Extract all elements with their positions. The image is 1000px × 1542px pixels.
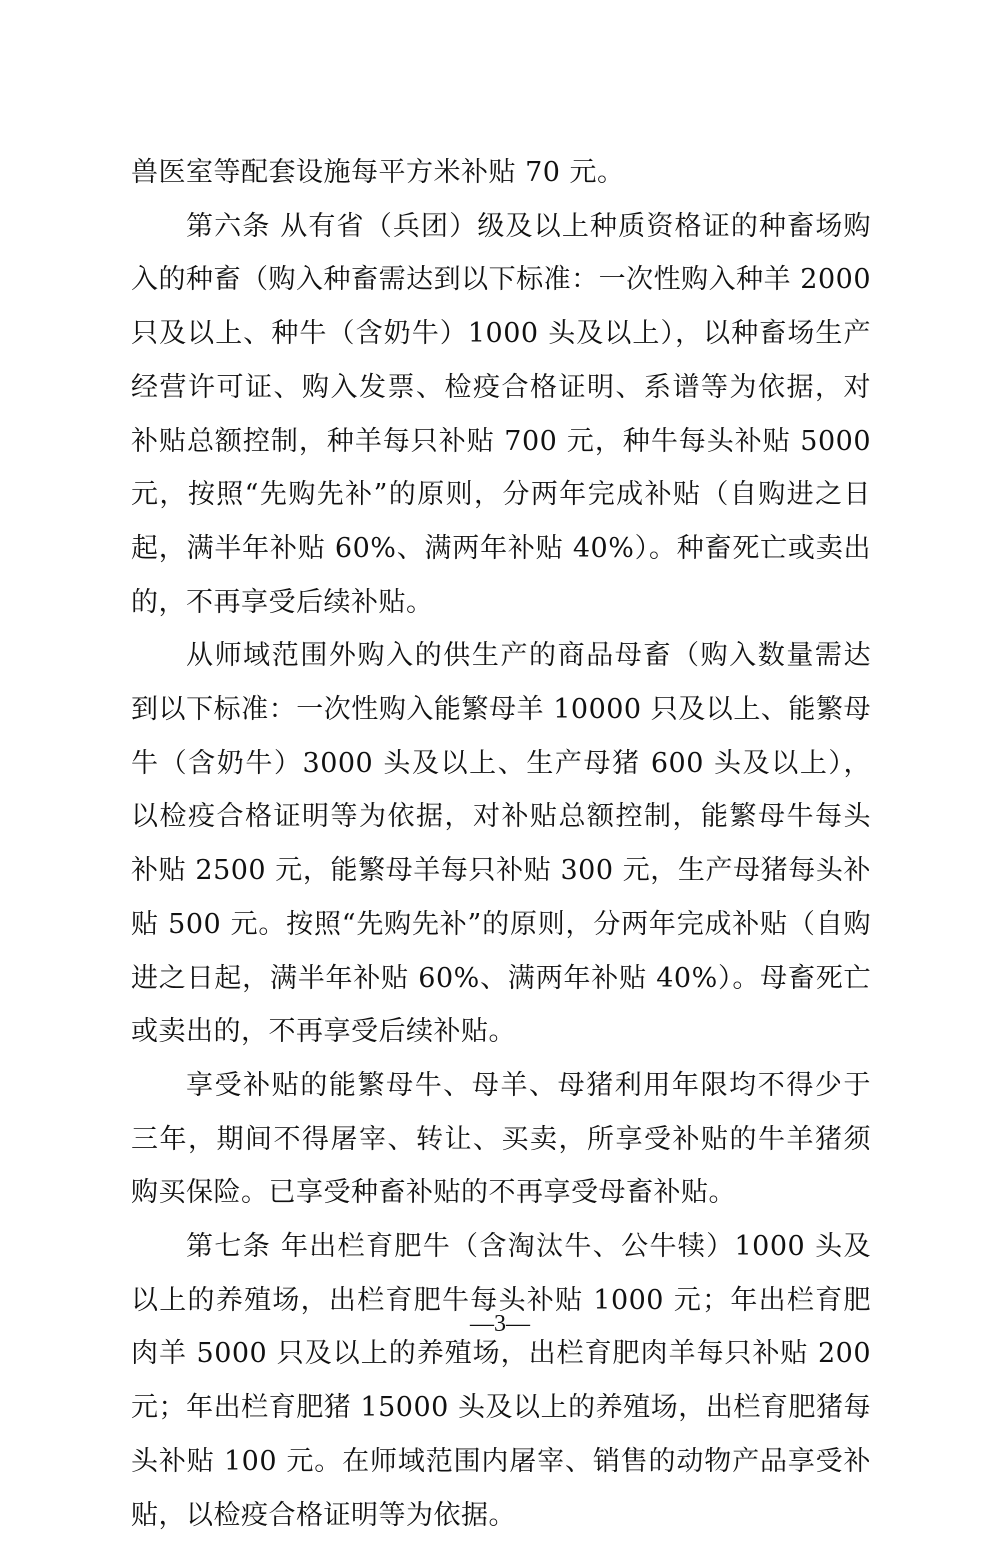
paragraph-commercial-breeding-stock: 从师域范围外购入的供生产的商品母畜（购入数量需达到以下标准：一次性购入能繁母羊 10000 只及以上、能繁母牛（含奶牛）3000 头及以上、生产母猪 600 头及以上），以检疫合格证明等为依据，对补贴总额控制，能繁母牛每头补贴 2500 元，能繁母羊每只补贴 300 元，生产母猪每头补贴 500 元。按照“先购先补”的原则，分两年完成补贴（自购进之日起，满半年补贴 60%、满两年补贴 40%）。母畜死亡或卖出的，不再享受后续补贴。 [131, 640, 871, 1048]
paragraph-article-6: 第六条 从有省（兵团）级及以上种质资格证的种畜场购入的种畜（购入种畜需达到以下标准：一次性购入种羊 2000 只及以上、种牛（含奶牛）1000 头及以上），以种畜场生产经营许可证、购入发票、检疫合格证明、系谱等为依据，对补贴总额控制，种羊每只补贴 700 元，种牛每头补贴 5000 元，按照“先购先补”的原则，分两年完成补贴（自购进之日起，满半年补贴 60%、满两年补贴 40%）。种畜死亡或卖出的，不再享受后续补贴。 [131, 210, 871, 618]
page-number: —3— [470, 1311, 530, 1337]
paragraph-usage-restrictions: 享受补贴的能繁母牛、母羊、母猪利用年限均不得少于三年，期间不得屠宰、转让、买卖，所享受补贴的牛羊猪须购买保险。已享受种畜补贴的不再享受母畜补贴。 [131, 1069, 871, 1209]
paragraph-continuation: 兽医室等配套设施每平方米补贴 70 元。 [131, 157, 625, 188]
paragraph-article-7: 第七条 年出栏育肥牛（含淘汰牛、公牛犊）1000 头及以上的养殖场，出栏育肥牛每头补贴 1000 元；年出栏育肥肉羊 5000 只及以上的养殖场，出栏育肥肉羊每只补贴 200 元；年出栏育肥猪 15000 头及以上的养殖场，出栏育肥猪每头补贴 100 元。在师域范围内屠宰、销售的动物产品享受补贴，以检疫合格证明等为依据。 [131, 1231, 871, 1531]
